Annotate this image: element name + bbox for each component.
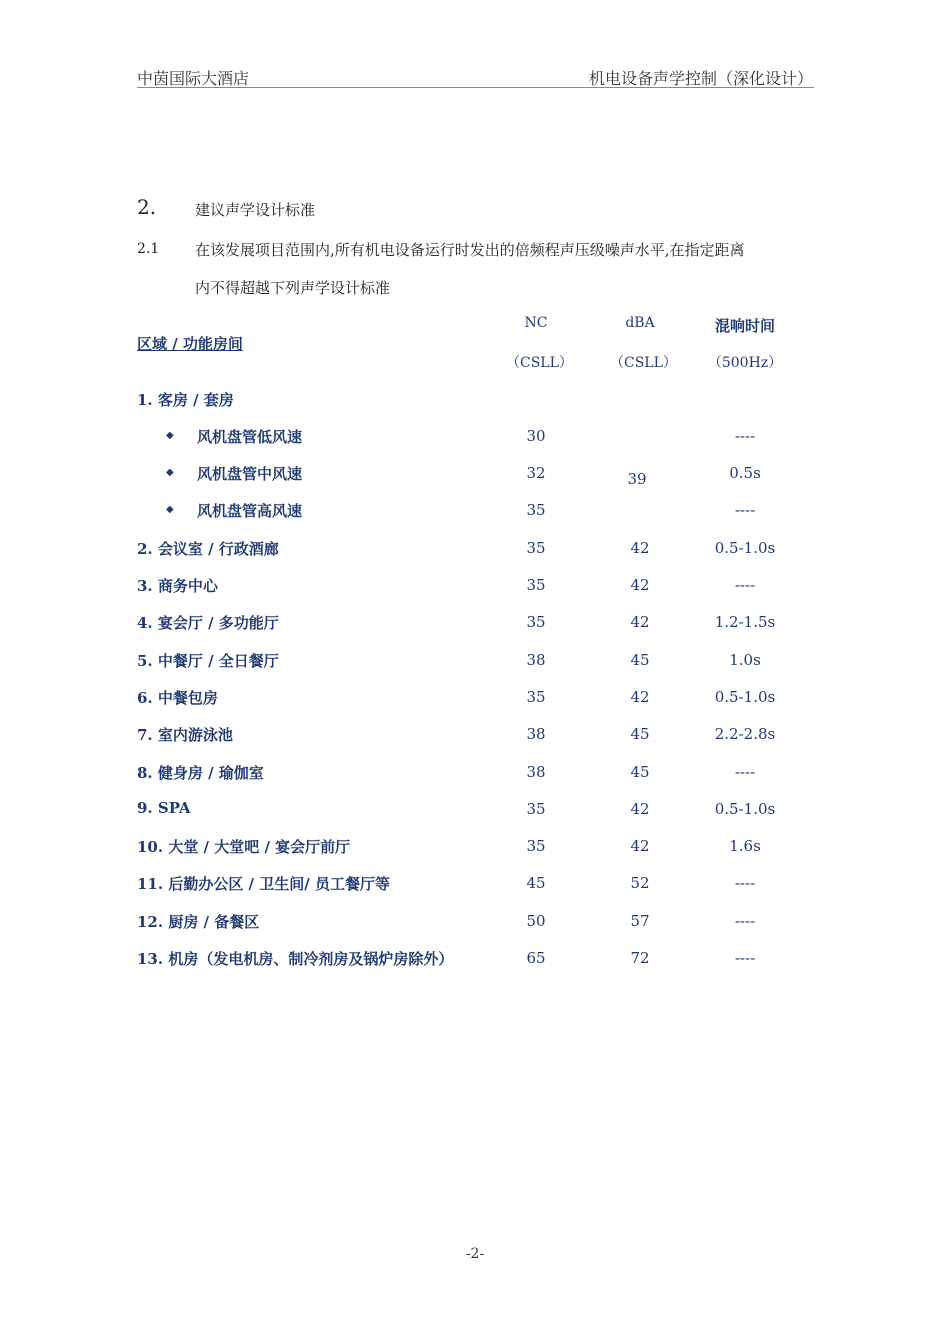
table-row-rt: 0.5-1.0s — [714, 800, 776, 818]
table-row-rt: ---- — [734, 874, 756, 892]
table-row-rt: ---- — [734, 763, 756, 781]
table-row-nc: 35 — [526, 613, 546, 631]
table-row-nc: 35 — [526, 688, 546, 706]
table-row-nc: 38 — [526, 725, 546, 743]
table-row-dba: 45 — [630, 651, 650, 669]
table-row-dba: 45 — [630, 725, 650, 743]
table-row-rt: ---- — [734, 576, 756, 594]
subitem-nc: 32 — [526, 464, 546, 482]
table-row-rt: 2.2-2.8s — [714, 725, 776, 743]
table-row-nc: 35 — [526, 576, 546, 594]
header-nc-unit: （CSLL） — [506, 355, 573, 371]
table-row-dba: 42 — [630, 688, 650, 706]
table-row-rt: 1.0s — [729, 651, 761, 669]
table-row-label: 9. SPA — [137, 799, 191, 817]
table-row-dba: 45 — [630, 763, 650, 781]
header-divider — [137, 87, 814, 88]
table-row-nc: 35 — [526, 800, 546, 818]
table-row-nc: 38 — [526, 763, 546, 781]
table-row-label: 13. 机房（发电机房、制冷剂房及锅炉房除外） — [137, 950, 454, 968]
table-row-dba: 42 — [630, 800, 650, 818]
page-number: -2- — [465, 1246, 485, 1262]
table-row-label: 10. 大堂 / 大堂吧 / 宴会厅前厅 — [137, 838, 351, 856]
header-reverb-time: 混响时间 — [714, 317, 775, 335]
header-dba-unit: （CSLL） — [610, 355, 677, 371]
table-row-dba: 42 — [630, 576, 650, 594]
bullet-diamond-icon: ◆ — [166, 467, 174, 478]
table-row-label: 2. 会议室 / 行政酒廊 — [137, 540, 279, 558]
table-row-dba: 72 — [630, 949, 650, 967]
subitem-label: 风机盘管中风速 — [197, 465, 303, 483]
table-row-rt: 0.5-1.0s — [714, 688, 776, 706]
table-row-rt: 0.5-1.0s — [714, 539, 776, 557]
table-row-nc: 45 — [526, 874, 546, 892]
table-row-label: 5. 中餐厅 / 全日餐厅 — [137, 652, 279, 670]
header-document-title: 机电设备声学控制（深化设计） — [588, 69, 813, 88]
table-row-label: 11. 后勤办公区 / 卫生间/ 员工餐厅等 — [137, 875, 390, 893]
table-row-nc: 35 — [526, 837, 546, 855]
header-dba: dBA — [625, 315, 655, 331]
table-row-label: 4. 宴会厅 / 多功能厅 — [137, 614, 279, 632]
header-nc: NC — [524, 315, 548, 331]
table-row-nc: 65 — [526, 949, 546, 967]
bullet-diamond-icon: ◆ — [166, 504, 174, 515]
table-row-nc: 38 — [526, 651, 546, 669]
table-row-dba: 42 — [630, 613, 650, 631]
group-dba-merged: 39 — [627, 470, 647, 488]
header-area: 区域 / 功能房间 — [137, 335, 243, 353]
subitem-nc: 35 — [526, 501, 546, 519]
section-title: 建议声学设计标准 — [195, 201, 316, 219]
table-row-rt: 1.2-1.5s — [714, 613, 776, 631]
group-guest-rooms: 1. 客房 / 套房 — [137, 391, 234, 409]
table-row-label: 8. 健身房 / 瑜伽室 — [137, 764, 264, 782]
subsection-text-line1: 在该发展项目范围内,所有机电设备运行时发出的倍频程声压级噪声水平,在指定距离 — [195, 241, 745, 259]
header-reverb-unit: （500Hz） — [707, 355, 783, 371]
subitem-rt: ---- — [734, 501, 756, 519]
table-row-dba: 52 — [630, 874, 650, 892]
table-row-rt: ---- — [734, 949, 756, 967]
table-row-label: 6. 中餐包房 — [137, 689, 218, 707]
section-number: 2. — [137, 195, 157, 219]
table-row-dba: 42 — [630, 539, 650, 557]
table-row-dba: 57 — [630, 912, 650, 930]
subsection-text-line2: 内不得超越下列声学设计标准 — [195, 279, 391, 297]
bullet-diamond-icon: ◆ — [166, 430, 174, 441]
table-row-nc: 35 — [526, 539, 546, 557]
table-row-rt: 1.6s — [729, 837, 761, 855]
subitem-rt: ---- — [734, 427, 756, 445]
header-hotel-name: 中茵国际大酒店 — [137, 69, 250, 88]
table-row-label: 7. 室内游泳池 — [137, 726, 233, 744]
subitem-label: 风机盘管低风速 — [197, 428, 303, 446]
table-row-rt: ---- — [734, 912, 756, 930]
table-row-dba: 42 — [630, 837, 650, 855]
subitem-rt: 0.5s — [729, 464, 761, 482]
subitem-nc: 30 — [526, 427, 546, 445]
table-row-label: 3. 商务中心 — [137, 577, 218, 595]
table-row-nc: 50 — [526, 912, 546, 930]
subitem-label: 风机盘管高风速 — [197, 502, 303, 520]
table-row-label: 12. 厨房 / 备餐区 — [137, 913, 260, 931]
subsection-number: 2.1 — [137, 241, 160, 257]
